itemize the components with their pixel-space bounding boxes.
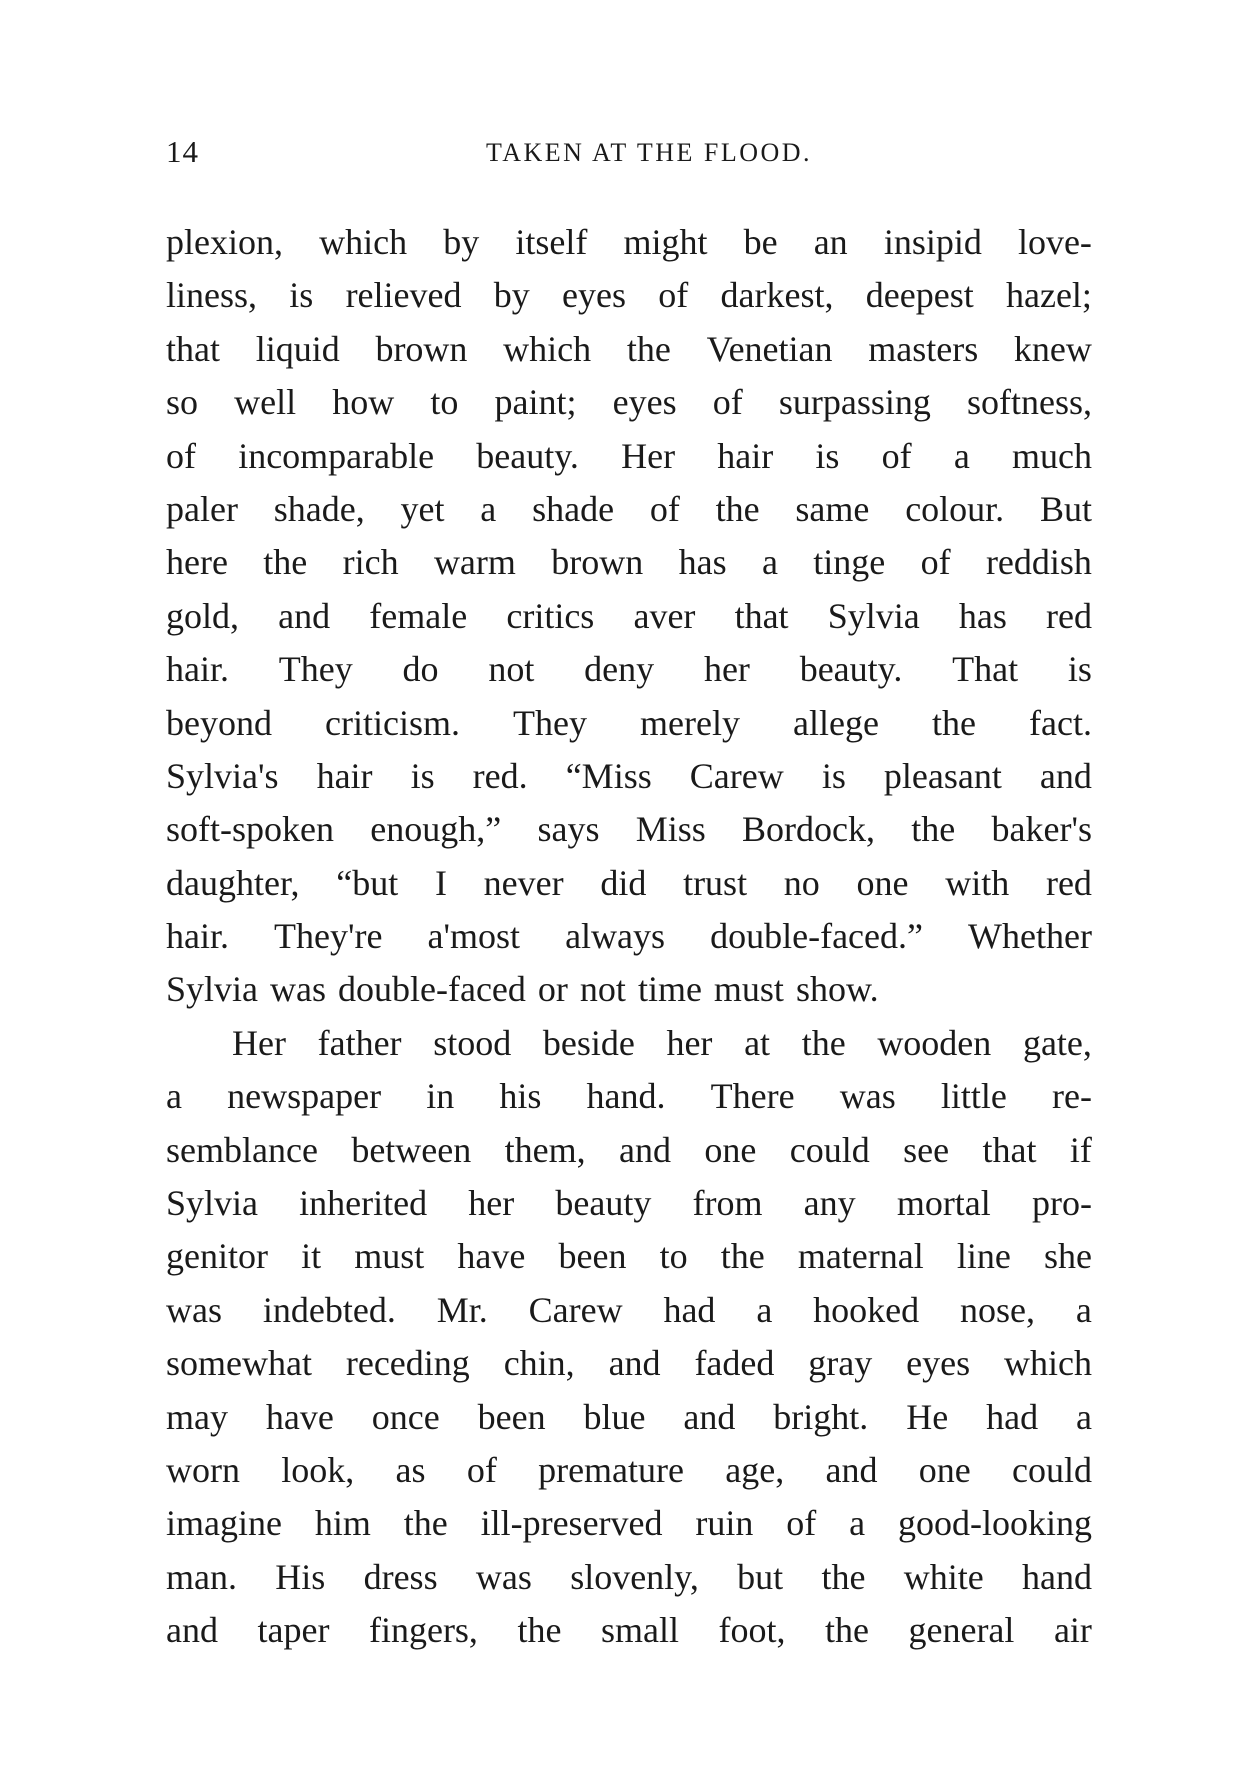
word: beauty. bbox=[799, 649, 903, 690]
word: liness, bbox=[166, 275, 258, 316]
word: criticism. bbox=[325, 702, 460, 743]
word: them, bbox=[504, 1129, 586, 1170]
word: not bbox=[579, 969, 626, 1010]
word: from bbox=[692, 1183, 763, 1224]
word: They bbox=[278, 649, 353, 690]
word: merely bbox=[640, 702, 740, 743]
text-line bbox=[166, 430, 1092, 483]
word: have bbox=[265, 1396, 334, 1437]
text-line bbox=[166, 1070, 1092, 1123]
word: that bbox=[166, 328, 220, 369]
text-line bbox=[166, 643, 1092, 696]
word: one bbox=[856, 862, 909, 903]
word: between bbox=[351, 1129, 472, 1170]
word: and bbox=[619, 1129, 672, 1170]
word: but bbox=[737, 1556, 784, 1597]
word: red. bbox=[472, 755, 528, 796]
text-line bbox=[166, 216, 1092, 269]
word: and bbox=[608, 1343, 661, 1384]
word: itself bbox=[515, 222, 588, 262]
text-line bbox=[166, 1444, 1092, 1497]
word: here bbox=[166, 542, 228, 583]
text-line bbox=[166, 1497, 1092, 1550]
word: slovenly, bbox=[570, 1556, 699, 1597]
text-line bbox=[166, 1017, 1092, 1070]
word: hazel; bbox=[1005, 275, 1092, 316]
word: one bbox=[918, 1449, 971, 1490]
word: bright. bbox=[773, 1396, 869, 1437]
word: beyond bbox=[166, 702, 272, 743]
word: colour. bbox=[905, 488, 1005, 529]
word: was bbox=[475, 1556, 532, 1597]
word: gold, bbox=[166, 595, 240, 636]
word: shade bbox=[532, 488, 615, 529]
word: man. bbox=[166, 1556, 237, 1597]
word: small bbox=[600, 1610, 679, 1651]
word: always bbox=[565, 916, 666, 957]
word: hooked bbox=[813, 1289, 920, 1330]
word: surpassing bbox=[778, 382, 931, 423]
word: may bbox=[166, 1396, 228, 1437]
word: is bbox=[289, 275, 314, 316]
word: little bbox=[940, 1076, 1007, 1117]
word: Carew bbox=[689, 755, 784, 796]
word: the bbox=[517, 1610, 562, 1651]
word: age, bbox=[725, 1449, 785, 1490]
word: of bbox=[166, 435, 196, 476]
word: deny bbox=[584, 649, 655, 690]
word: her bbox=[468, 1183, 515, 1224]
word: eyes bbox=[612, 382, 677, 423]
word: Bordock, bbox=[742, 809, 876, 850]
text-line bbox=[166, 1551, 1092, 1604]
word: taper bbox=[257, 1610, 330, 1651]
word: Sylvia bbox=[827, 595, 920, 636]
word: ill-preserved bbox=[480, 1503, 663, 1544]
word: one bbox=[704, 1129, 757, 1170]
word: and bbox=[825, 1449, 878, 1490]
word: warm bbox=[433, 542, 516, 583]
word: worn bbox=[166, 1449, 240, 1490]
word: Miss bbox=[635, 809, 706, 850]
word: knew bbox=[1013, 328, 1092, 369]
word: soft-spoken bbox=[166, 809, 334, 850]
word: of bbox=[649, 488, 680, 529]
word: incomparable bbox=[238, 435, 435, 476]
word: re- bbox=[1052, 1076, 1092, 1117]
word: same bbox=[795, 488, 870, 529]
word: did bbox=[600, 862, 647, 903]
text-line bbox=[166, 1230, 1092, 1283]
word: be bbox=[743, 222, 778, 262]
word: time bbox=[637, 969, 702, 1010]
word: double-faced bbox=[338, 969, 526, 1010]
word: stood bbox=[433, 1022, 512, 1063]
word: yet bbox=[400, 488, 445, 529]
word: was bbox=[839, 1076, 896, 1117]
word: the bbox=[801, 1022, 846, 1063]
word: a bbox=[1075, 1396, 1092, 1437]
word: and bbox=[166, 1610, 218, 1651]
word: ruin bbox=[695, 1503, 754, 1544]
word: her bbox=[703, 649, 750, 690]
word: insipid bbox=[883, 222, 982, 262]
word: receding bbox=[345, 1343, 470, 1384]
word: her bbox=[666, 1022, 713, 1063]
word: at bbox=[744, 1022, 771, 1063]
word: beside bbox=[542, 1022, 635, 1063]
word: gate, bbox=[1022, 1022, 1092, 1063]
word: look, bbox=[281, 1449, 355, 1490]
word: been bbox=[477, 1396, 546, 1437]
word: softness, bbox=[966, 382, 1092, 423]
word: I bbox=[434, 862, 447, 903]
word: of bbox=[466, 1449, 497, 1490]
word: might bbox=[623, 222, 708, 262]
word: the bbox=[403, 1503, 448, 1544]
word: beauty. bbox=[476, 435, 579, 476]
word: fact. bbox=[1029, 702, 1092, 743]
word: Mr. bbox=[436, 1289, 488, 1330]
word: has bbox=[958, 595, 1007, 636]
word: hair. bbox=[166, 916, 229, 957]
word: was bbox=[270, 969, 327, 1010]
word: hand. bbox=[586, 1076, 666, 1117]
word: dress bbox=[363, 1556, 438, 1597]
word: how bbox=[332, 382, 395, 423]
text-line bbox=[166, 269, 1092, 322]
word: Venetian bbox=[706, 328, 833, 369]
word: love- bbox=[1017, 222, 1092, 262]
word: faded bbox=[694, 1343, 775, 1384]
word: could bbox=[1012, 1449, 1092, 1490]
word: in bbox=[426, 1076, 455, 1117]
word: that bbox=[982, 1129, 1037, 1170]
word: is bbox=[815, 435, 840, 476]
word: reddish bbox=[985, 542, 1092, 583]
word: beauty bbox=[555, 1183, 652, 1224]
word: which bbox=[1004, 1343, 1092, 1384]
word: darkest, bbox=[720, 275, 834, 316]
text-line bbox=[166, 376, 1092, 429]
word: imagine bbox=[166, 1503, 282, 1544]
word: Carew bbox=[528, 1289, 623, 1330]
word: deepest bbox=[865, 275, 974, 316]
word: Sylvia bbox=[166, 1183, 259, 1224]
word: That bbox=[952, 649, 1019, 690]
word: by bbox=[493, 275, 530, 316]
word: shade, bbox=[273, 488, 365, 529]
word: the bbox=[821, 1556, 866, 1597]
word: of bbox=[658, 275, 689, 316]
word: not bbox=[488, 649, 535, 690]
word: double-faced.” bbox=[710, 916, 923, 957]
word: Sylvia bbox=[166, 969, 259, 1010]
word: well bbox=[234, 382, 297, 423]
text-line bbox=[166, 1284, 1092, 1337]
word: inherited bbox=[299, 1183, 428, 1224]
word: pro- bbox=[1031, 1183, 1092, 1224]
word: much bbox=[1011, 435, 1092, 476]
word: wooden bbox=[877, 1022, 992, 1063]
word: allege bbox=[793, 702, 879, 743]
word: His bbox=[275, 1556, 326, 1597]
word: hand bbox=[1022, 1556, 1092, 1597]
word: him bbox=[314, 1503, 371, 1544]
word: eyes bbox=[562, 275, 626, 316]
word: of bbox=[920, 542, 951, 583]
word: is bbox=[1067, 649, 1092, 690]
word: the bbox=[626, 328, 671, 369]
word: They're bbox=[274, 916, 383, 957]
word: brown bbox=[551, 542, 644, 583]
word: newspaper bbox=[227, 1076, 382, 1117]
text-line bbox=[166, 1124, 1092, 1177]
word: tinge bbox=[813, 542, 886, 583]
word: “but bbox=[336, 862, 399, 903]
text-line bbox=[166, 910, 1092, 963]
word: was bbox=[166, 1289, 222, 1330]
word: by bbox=[443, 222, 480, 262]
word: to bbox=[659, 1236, 688, 1277]
text-line bbox=[166, 697, 1092, 750]
word: show. bbox=[795, 969, 879, 1010]
word: He bbox=[906, 1396, 949, 1437]
page-number: 14 bbox=[166, 134, 199, 169]
word: and bbox=[278, 595, 331, 636]
word: eyes bbox=[906, 1343, 971, 1384]
word: see bbox=[903, 1129, 950, 1170]
word: once bbox=[371, 1396, 440, 1437]
word: paint; bbox=[494, 382, 577, 423]
word: female bbox=[369, 595, 468, 636]
word: semblance bbox=[166, 1129, 318, 1170]
text-line bbox=[166, 323, 1092, 376]
word: daughter, bbox=[166, 862, 300, 903]
word: which bbox=[319, 222, 408, 262]
word: a bbox=[761, 542, 778, 583]
word: hair bbox=[316, 755, 373, 796]
word: with bbox=[945, 862, 1010, 903]
text-line bbox=[166, 536, 1092, 589]
word: white bbox=[903, 1556, 984, 1597]
word: that bbox=[734, 595, 789, 636]
word: any bbox=[803, 1183, 856, 1224]
word: Her bbox=[232, 1022, 286, 1063]
word: aver bbox=[633, 595, 696, 636]
word: somewhat bbox=[166, 1343, 312, 1384]
word: of bbox=[712, 382, 743, 423]
word: But bbox=[1039, 488, 1092, 529]
running-title: TAKEN AT THE FLOOD. bbox=[485, 138, 813, 167]
word: chin, bbox=[503, 1343, 575, 1384]
text-line bbox=[166, 857, 1092, 910]
word: There bbox=[710, 1076, 795, 1117]
word: blue bbox=[583, 1396, 646, 1437]
word: so bbox=[166, 382, 199, 423]
word: Her bbox=[621, 435, 676, 476]
word: Whether bbox=[968, 916, 1092, 957]
word: fingers, bbox=[368, 1610, 478, 1651]
word: if bbox=[1069, 1129, 1092, 1170]
word: paler bbox=[166, 488, 238, 529]
word: genitor bbox=[166, 1236, 268, 1277]
word: air bbox=[1053, 1610, 1092, 1651]
word: have bbox=[457, 1236, 526, 1277]
word: no bbox=[783, 862, 820, 903]
word: which bbox=[503, 328, 592, 369]
word: relieved bbox=[345, 275, 462, 316]
word: red bbox=[1045, 862, 1092, 903]
word: nose, bbox=[960, 1289, 1036, 1330]
word: line bbox=[956, 1236, 1011, 1277]
text-line bbox=[166, 1337, 1092, 1390]
word: foot, bbox=[718, 1610, 786, 1651]
word: general bbox=[908, 1610, 1015, 1651]
word: is bbox=[821, 755, 846, 796]
text-line bbox=[166, 483, 1092, 536]
word: must bbox=[713, 969, 784, 1010]
word: rich bbox=[342, 542, 399, 583]
word: is bbox=[410, 755, 435, 796]
word: Sylvia's bbox=[166, 755, 279, 796]
word: and bbox=[683, 1396, 736, 1437]
word: had bbox=[986, 1396, 1039, 1437]
word: good-looking bbox=[898, 1503, 1092, 1544]
word: never bbox=[483, 862, 564, 903]
word: of bbox=[881, 435, 912, 476]
word: the bbox=[911, 809, 956, 850]
word: enough,” bbox=[370, 809, 502, 850]
word: to bbox=[430, 382, 459, 423]
word: a bbox=[1075, 1289, 1092, 1330]
word: plexion, bbox=[166, 222, 283, 262]
word: a bbox=[953, 435, 970, 476]
word: an bbox=[813, 222, 848, 262]
word: a bbox=[756, 1289, 773, 1330]
word: premature bbox=[538, 1449, 684, 1490]
word: a bbox=[166, 1076, 182, 1117]
word: the bbox=[824, 1610, 869, 1651]
text-line bbox=[166, 1177, 1092, 1230]
word: the bbox=[263, 542, 308, 583]
word: masters bbox=[868, 328, 979, 369]
word: his bbox=[499, 1076, 542, 1117]
word: the bbox=[931, 702, 976, 743]
word: must bbox=[354, 1236, 425, 1277]
body-text bbox=[166, 216, 1092, 1658]
word: she bbox=[1044, 1236, 1092, 1277]
word: as bbox=[395, 1449, 426, 1490]
text-line bbox=[166, 963, 1092, 1016]
word: do bbox=[402, 649, 439, 690]
word: pleasant bbox=[883, 755, 1002, 796]
word: the bbox=[720, 1236, 765, 1277]
text-line bbox=[166, 590, 1092, 643]
word: or bbox=[537, 969, 568, 1010]
text-line bbox=[166, 803, 1092, 856]
text-line bbox=[166, 750, 1092, 803]
word: a bbox=[480, 488, 497, 529]
word: brown bbox=[375, 328, 468, 369]
word: father bbox=[317, 1022, 402, 1063]
word: “Miss bbox=[565, 755, 652, 796]
word: red bbox=[1045, 595, 1092, 636]
word: a bbox=[849, 1503, 866, 1544]
running-head bbox=[166, 134, 1092, 174]
word: critics bbox=[506, 595, 595, 636]
word: has bbox=[678, 542, 727, 583]
text-line bbox=[166, 1604, 1092, 1657]
word: baker's bbox=[991, 809, 1092, 850]
word: gray bbox=[808, 1343, 873, 1384]
word: been bbox=[558, 1236, 627, 1277]
word: They bbox=[513, 702, 587, 743]
word: maternal bbox=[797, 1236, 924, 1277]
word: says bbox=[537, 809, 600, 850]
word: and bbox=[1039, 755, 1092, 796]
word: hair bbox=[717, 435, 774, 476]
word: mortal bbox=[896, 1183, 991, 1224]
word: could bbox=[789, 1129, 870, 1170]
word: had bbox=[663, 1289, 716, 1330]
word: liquid bbox=[255, 328, 340, 369]
word: of bbox=[786, 1503, 817, 1544]
word: the bbox=[715, 488, 760, 529]
text-line bbox=[166, 1391, 1092, 1444]
word: indebted. bbox=[262, 1289, 396, 1330]
word: hair. bbox=[166, 649, 229, 690]
word: it bbox=[301, 1236, 322, 1277]
word: a'most bbox=[427, 916, 521, 957]
word: trust bbox=[683, 862, 748, 903]
